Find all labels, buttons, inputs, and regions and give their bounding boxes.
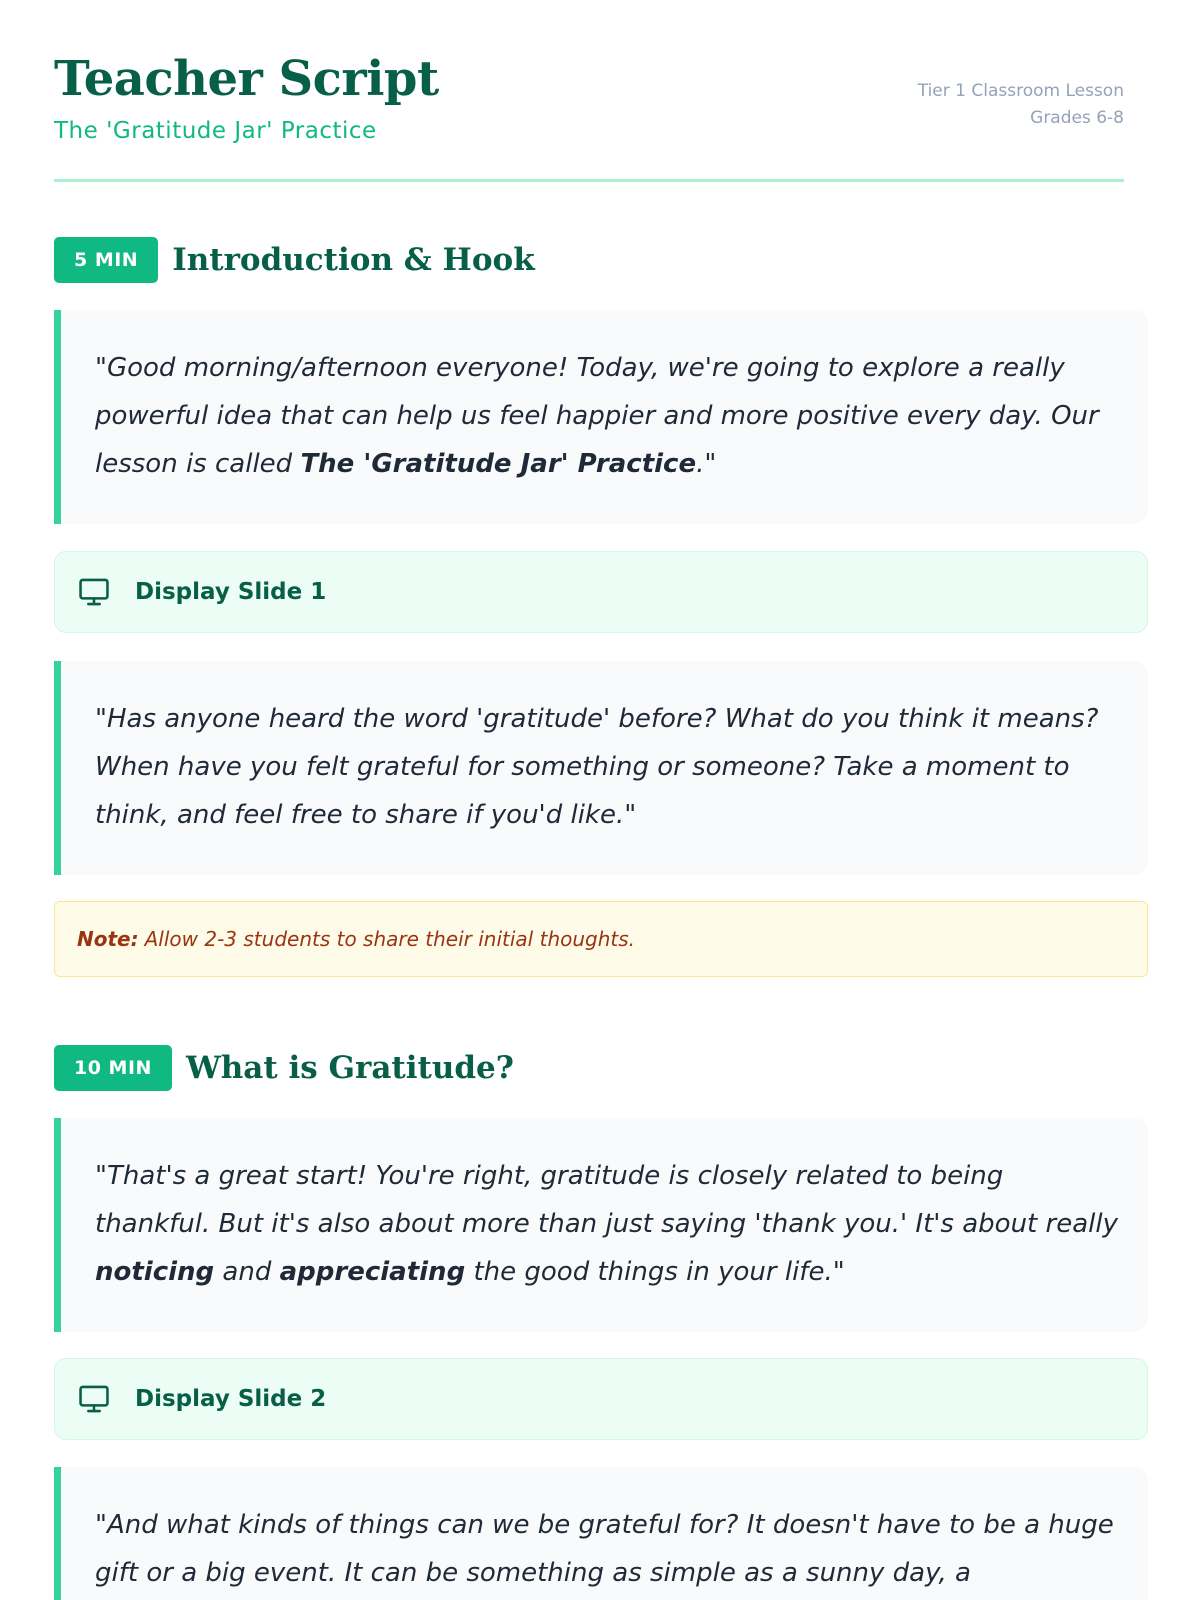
- time-badge: 5 MIN: [54, 237, 158, 283]
- monitor-icon: [77, 575, 111, 609]
- script-emphasis: appreciating: [279, 1257, 466, 1287]
- script-block: [54, 310, 1148, 524]
- slide-label: Display Slide 2: [135, 1386, 327, 1412]
- slide-label: Display Slide 1: [135, 579, 327, 605]
- section-title: What is Gratitude?: [185, 1050, 514, 1086]
- page-title: Teacher Script: [54, 51, 439, 107]
- lesson-meta: [918, 78, 1124, 132]
- script-block: [54, 661, 1148, 875]
- monitor-icon: [77, 1382, 111, 1416]
- script-emphasis: noticing: [95, 1257, 215, 1287]
- page-header: [54, 0, 1124, 182]
- script-text: .": [696, 449, 717, 479]
- script-text: and: [214, 1257, 280, 1287]
- teacher-note: [54, 901, 1148, 977]
- script-text: "That's a great start! You're right, gratitude is closely related to being thankful. But it's also about more than just saying 'thank you.' It's about really: [95, 1161, 1118, 1239]
- script-text: "And what kinds of things can we be grateful for? It doesn't have to be a huge gift or a big event. It can be something as simple as a sunny day, a: [95, 1510, 1114, 1588]
- note-label: Note:: [77, 927, 139, 951]
- lesson-grades: Grades 6-8: [1030, 108, 1124, 128]
- script-text: the good things in your life.": [465, 1257, 845, 1287]
- section-introduction-header: [54, 237, 535, 283]
- time-badge: 10 MIN: [54, 1045, 172, 1091]
- lesson-tier: Tier 1 Classroom Lesson: [917, 81, 1124, 101]
- note-text: Allow 2-3 students to share their initial thoughts.: [144, 927, 636, 951]
- script-block: [54, 1118, 1148, 1332]
- display-slide-cue: [54, 1358, 1148, 1440]
- page-subtitle: The 'Gratitude Jar' Practice: [54, 118, 377, 144]
- section-what-is-gratitude-header: [54, 1045, 514, 1091]
- script-emphasis: The 'Gratitude Jar' Practice: [300, 449, 697, 479]
- script-text: "Has anyone heard the word 'gratitude' before? What do you think it means? When have you felt grateful for something or someone? Take a moment to think, and feel free to share if you'd like.": [95, 704, 1099, 830]
- section-title: Introduction & Hook: [172, 242, 535, 278]
- script-block: [54, 1467, 1148, 1600]
- display-slide-cue: [54, 551, 1148, 633]
- script-text: "Good morning/afternoon everyone! Today, we're going to explore a really powerful idea that can help us feel happier and more positive every day. Our lesson is called: [95, 353, 1099, 479]
